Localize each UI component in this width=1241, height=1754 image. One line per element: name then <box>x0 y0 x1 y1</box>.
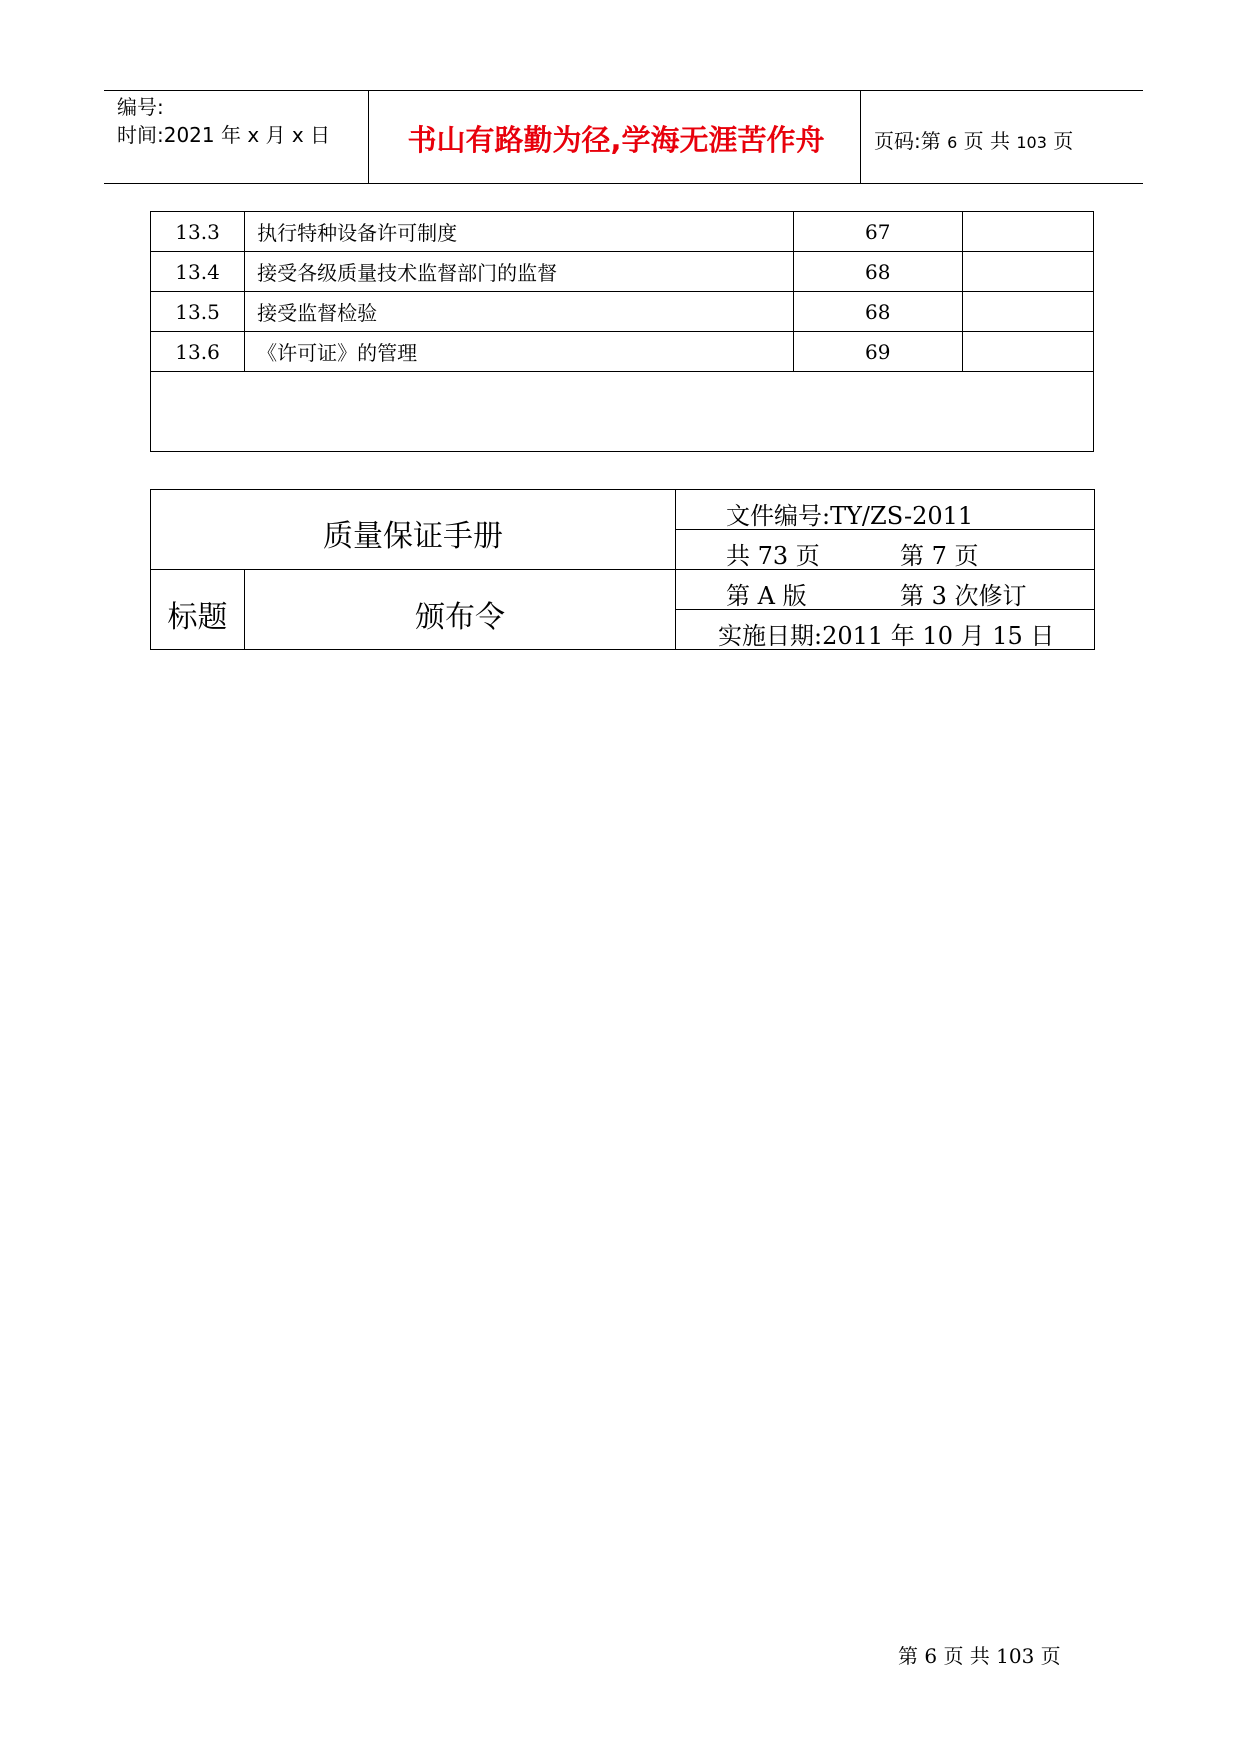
toc-section-title: 《许可证》的管理 <box>245 332 794 372</box>
header-motto: 书山有路勤为径,学海无涯苦作舟 <box>407 123 825 157</box>
toc-section-number: 13.4 <box>151 252 245 292</box>
document-number-label: 编号: <box>117 95 164 119</box>
effective-date: 实施日期:2011 年 10 月 15 日 <box>718 622 1055 650</box>
subject-label: 标题 <box>167 600 228 635</box>
toc-section-number: 13.6 <box>151 332 245 372</box>
header-meta <box>117 93 330 149</box>
page-number: 第 7 页 <box>900 542 979 570</box>
toc-empty-cell <box>962 292 1093 332</box>
toc-empty-cell <box>962 252 1093 292</box>
toc-page-number: 68 <box>793 292 962 332</box>
total-pages: 共 73 页 <box>726 542 820 570</box>
table-row-blank <box>151 372 1094 452</box>
header-page-indicator <box>874 125 1073 154</box>
header-bottom-rule <box>104 183 1143 184</box>
table-row <box>151 332 1094 372</box>
doc-number: 文件编号:TY/ZS-2011 <box>726 502 974 530</box>
toc-page-number: 68 <box>793 252 962 292</box>
toc-page-number: 69 <box>793 332 962 372</box>
header-divider-left <box>368 90 369 184</box>
table-row <box>151 212 1094 252</box>
toc-section-number: 13.3 <box>151 212 245 252</box>
toc-section-title: 接受各级质量技术监督部门的监督 <box>245 252 794 292</box>
manual-title: 质量保证手册 <box>323 519 503 554</box>
page-footer: 第 6 页 共 103 页 <box>898 1644 1061 1668</box>
revision: 第 3 次修订 <box>900 582 1027 610</box>
page-suffix: 页 <box>1053 129 1074 153</box>
page-current: 6 <box>947 133 958 152</box>
header-divider-right <box>860 90 861 184</box>
page-total: 103 <box>1016 133 1047 152</box>
toc-section-number: 13.5 <box>151 292 245 332</box>
toc-page-number: 67 <box>793 212 962 252</box>
document-time: 时间:2021 年 x 月 x 日 <box>117 123 331 147</box>
toc-empty-cell <box>962 332 1093 372</box>
edition: 第 A 版 <box>726 582 807 610</box>
subject-title: 颁布令 <box>415 600 505 635</box>
toc-table <box>150 211 1094 452</box>
toc-blank-cell <box>151 372 1094 452</box>
toc-empty-cell <box>962 212 1093 252</box>
toc-section-title: 执行特种设备许可制度 <box>245 212 794 252</box>
page-mid: 页 共 <box>963 129 1011 153</box>
toc-section-title: 接受监督检验 <box>245 292 794 332</box>
table-row <box>151 292 1094 332</box>
table-row <box>151 252 1094 292</box>
page-prefix: 页码:第 <box>874 129 941 153</box>
header-top-rule <box>104 90 1143 91</box>
